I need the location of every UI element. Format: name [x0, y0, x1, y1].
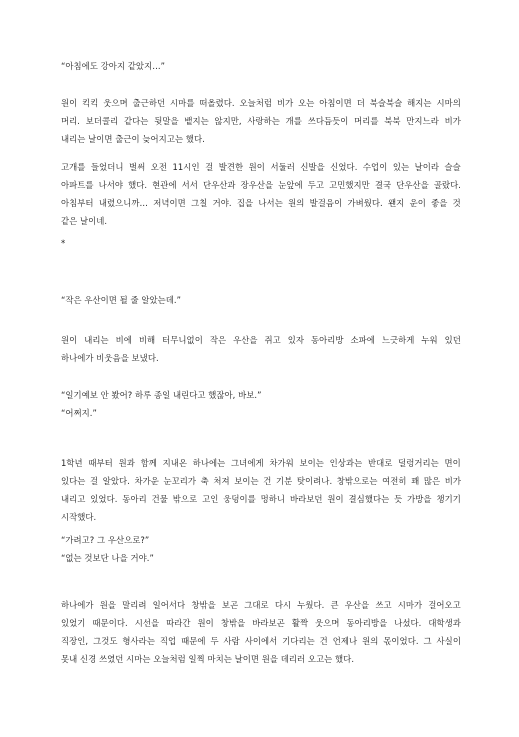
paragraph-4 — [61, 291, 461, 309]
text-line: 하나에가 비웃음을 보냈다. — [61, 353, 159, 363]
dialogue-line: “일기예보 안 봤어? 하루 종일 내린다고 했잖아, 바보.” — [61, 390, 262, 400]
dialogue-line: “없는 것보단 나을 거야.” — [61, 553, 154, 563]
dialogue-line: “가려고? 그 우산으로?” — [61, 535, 150, 545]
text-line: 직장인, 그것도 형사라는 직업 때문에 두 사람 사이에서 기다리는 건 언제나 원의 몫이었다. 그 사실이 — [61, 636, 461, 646]
paragraph-6 — [61, 386, 461, 422]
text-line: 내리고 있었다. 동아리 건물 밖으로 고인 웅덩이를 멍하니 바라보던 원이 결심했다는 듯 가방을 챙기기 — [61, 494, 461, 504]
text-line: 못내 신경 쓰였던 시마는 오늘처럼 일찍 마치는 날이면 원을 데리러 오고는 했다. — [61, 654, 355, 664]
paragraph-2 — [61, 94, 461, 148]
text-line: 원이 킥킥 웃으며 출근하던 시마를 떠올렸다. 오늘처럼 비가 오는 아침이면 더 북슬북슬 해지는 시마의 — [61, 98, 461, 108]
text-line: 있었기 때문이다. 시선을 따라간 원이 창밖을 바라보곤 활짝 웃으며 동아리방을 나섰다. 대학생과 — [61, 618, 461, 628]
text-line: 고개를 들었더니 벌써 오전 11시인 걸 발견한 원이 서둘러 신발을 신었다. 수업이 있는 날이라 슬슬 — [61, 162, 461, 172]
dialogue-line: “어쩌지.” — [61, 408, 97, 418]
text-line: 시작했다. — [61, 512, 97, 522]
paragraph-9 — [61, 596, 461, 668]
paragraph-7 — [61, 454, 461, 526]
paragraph-8 — [61, 531, 461, 567]
asterisk-separator: * — [61, 238, 66, 248]
text-line: 같은 날이네. — [61, 216, 108, 226]
paragraph-3 — [61, 158, 461, 230]
paragraph-1 — [61, 57, 461, 75]
text-line: 원이 내리는 비에 비해 터무니없이 작은 우산을 쥐고 있자 동아리방 소파에 느긋하게 누워 있던 — [61, 335, 461, 345]
section-divider — [61, 234, 461, 252]
text-line: “아침에도 강아지 같았지…” — [61, 61, 166, 71]
text-line: “작은 우산이면 될 줄 알았는데.” — [61, 295, 182, 305]
text-line: 있다는 걸 알았다. 차가운 눈꼬리가 축 처져 보이는 건 기분 탓이려나. 창밖으로는 여전히 꽤 많은 비가 — [61, 476, 461, 486]
text-line: 1학년 때부터 원과 함께 지내온 하나에는 그녀에게 차가워 보이는 인상과는 반대로 덜렁거리는 면이 — [61, 458, 461, 468]
text-line: 머리. 보더콜리 같다는 뒷말을 뱉지는 않지만, 사랑하는 개를 쓰다듬듯이 머리를 북북 만지느라 비가 — [61, 116, 461, 126]
text-line: 아침부터 내렸으니까… 저녁이면 그칠 거야. 집을 나서는 원의 발걸음이 가벼웠다. 왠지 운이 좋을 것 — [61, 198, 461, 208]
text-line: 내리는 날이면 출근이 늦어지고는 했다. — [61, 134, 205, 144]
text-line: 아파트를 나서야 했다. 현관에 서서 단우산과 장우산을 눈앞에 두고 고민했지만 결국 단우산을 골랐다. — [61, 180, 461, 190]
paragraph-5 — [61, 331, 461, 367]
text-line: 하나에가 원을 말리려 일어서다 창밖을 보곤 그대로 다시 누웠다. 큰 우산을 쓰고 시마가 걸어오고 — [61, 600, 461, 610]
